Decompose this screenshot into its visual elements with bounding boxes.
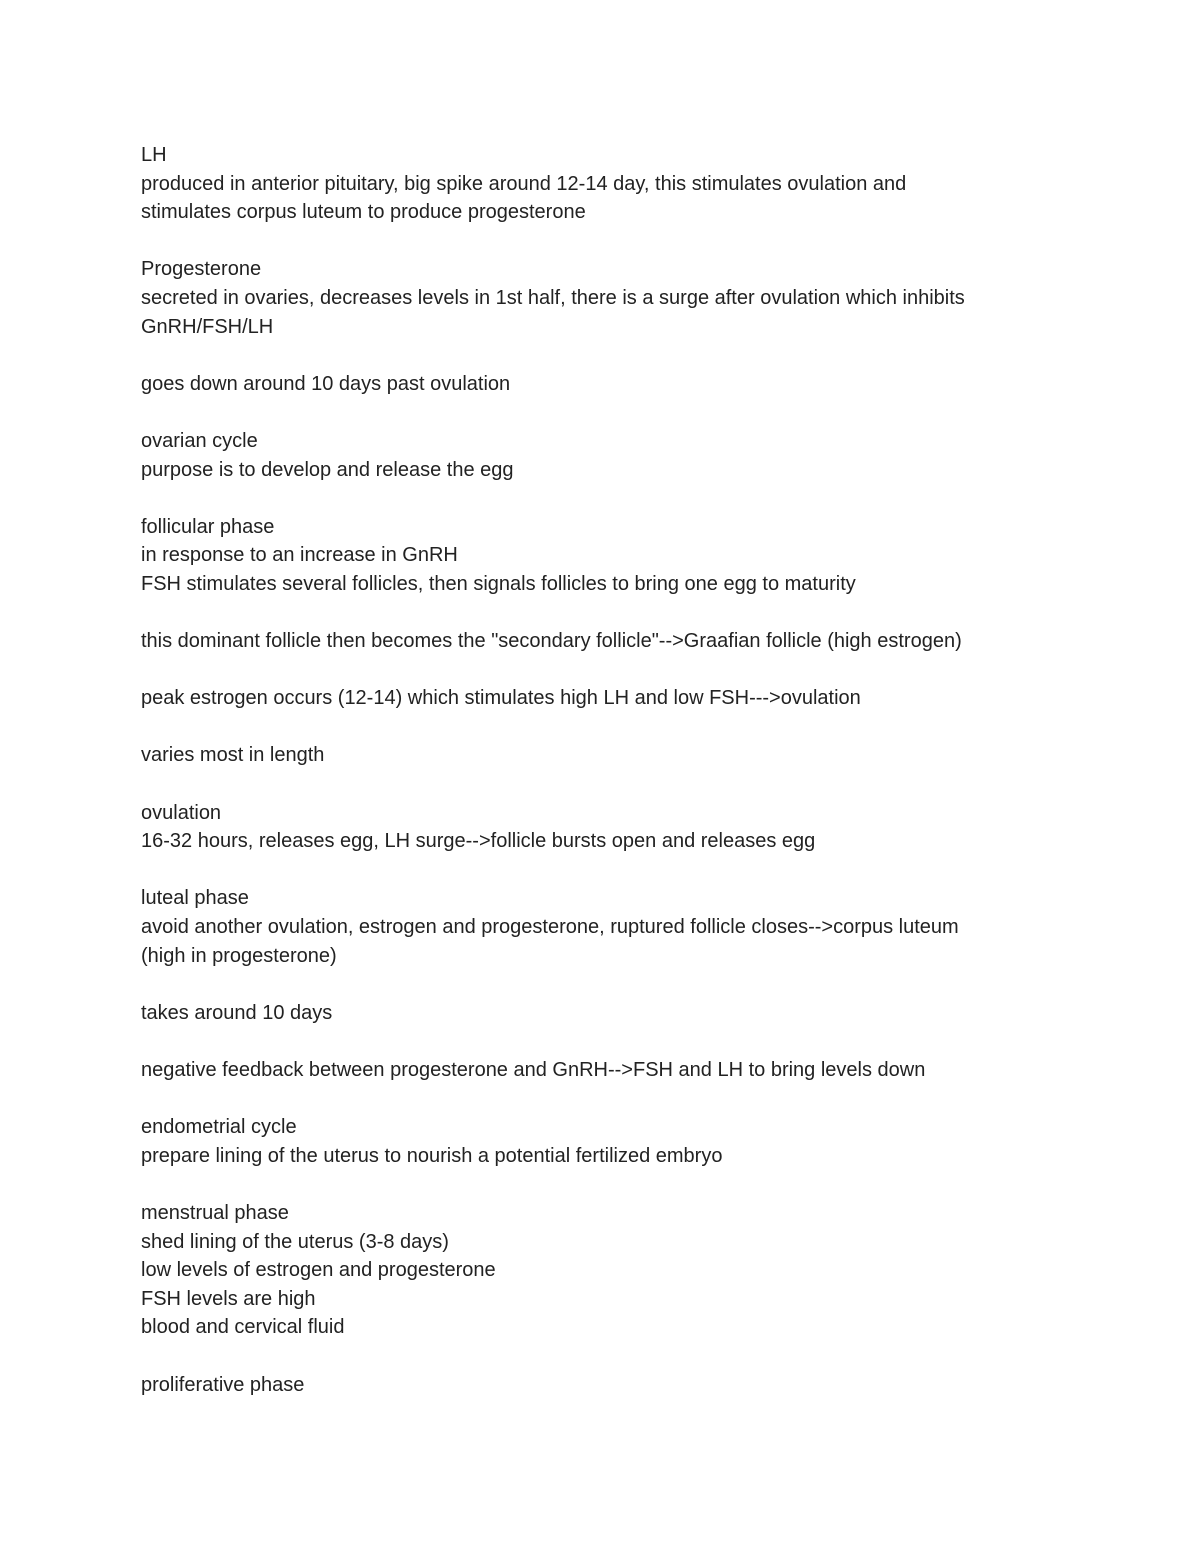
- text-line: ovulation: [141, 801, 222, 824]
- text-line: (high in progesterone): [141, 944, 337, 967]
- text-line: this dominant follicle then becomes the "secondary follicle"-->Graafian follicle (high estrogen): [141, 630, 962, 653]
- blank-line: [141, 1027, 1061, 1056]
- blank-line: [141, 970, 1061, 999]
- text-line: low levels of estrogen and progesterone: [141, 1259, 496, 1282]
- text-line: goes down around 10 days past ovulation: [141, 372, 511, 395]
- text-line: follicular phase: [141, 515, 275, 538]
- text-line: ovarian cycle: [141, 429, 258, 452]
- text-line: stimulates corpus luteum to produce progesterone: [141, 201, 586, 224]
- blank-line: [141, 656, 1061, 685]
- blank-line: [141, 398, 1061, 427]
- blank-line: [141, 1342, 1061, 1371]
- text-line: proliferative phase: [141, 1373, 305, 1396]
- text-line: LH: [141, 144, 167, 166]
- text-line: FSH stimulates several follicles, then signals follicles to bring one egg to maturity: [141, 572, 856, 595]
- text-line: negative feedback between progesterone and GnRH-->FSH and LH to bring levels down: [141, 1059, 926, 1081]
- blank-line: [141, 713, 1061, 742]
- blank-line: [141, 1170, 1061, 1199]
- text-line: 16-32 hours, releases egg, LH surge-->follicle bursts open and releases egg: [141, 830, 816, 853]
- text-line: takes around 10 days: [141, 1001, 333, 1024]
- text-line: varies most in length: [141, 744, 325, 767]
- text-line: peak estrogen occurs (12-14) which stimulates high LH and low FSH--->ovulation: [141, 687, 861, 710]
- text-line: produced in anterior pituitary, big spike around 12-14 day, this stimulates ovulation and: [141, 172, 907, 195]
- text-line: shed lining of the uterus (3-8 days): [141, 1230, 449, 1253]
- text-line: FSH levels are high: [141, 1287, 316, 1310]
- text-line: purpose is to develop and release the egg: [141, 458, 514, 481]
- text-line: endometrial cycle: [141, 1116, 297, 1139]
- blank-line: [141, 484, 1061, 513]
- text-line: Progesterone: [141, 258, 262, 281]
- blank-line: [141, 1085, 1061, 1114]
- text-line: secreted in ovaries, decreases levels in 1st half, there is a surge after ovulation which inhibits: [141, 286, 965, 309]
- text-line: GnRH/FSH/LH: [141, 315, 274, 338]
- blank-line: [141, 341, 1061, 370]
- blank-line: [141, 856, 1061, 885]
- blank-line: [141, 599, 1061, 628]
- text-line: blood and cervical fluid: [141, 1316, 345, 1339]
- document-body: [141, 141, 1061, 1399]
- text-line: prepare lining of the uterus to nourish a potential fertilized embryo: [141, 1144, 723, 1167]
- text-line: menstrual phase: [141, 1201, 289, 1224]
- text-line: luteal phase: [141, 887, 249, 910]
- blank-line: [141, 227, 1061, 256]
- text-line: avoid another ovulation, estrogen and progesterone, ruptured follicle closes-->corpus luteum: [141, 916, 959, 939]
- blank-line: [141, 770, 1061, 799]
- text-line: in response to an increase in GnRH: [141, 544, 458, 567]
